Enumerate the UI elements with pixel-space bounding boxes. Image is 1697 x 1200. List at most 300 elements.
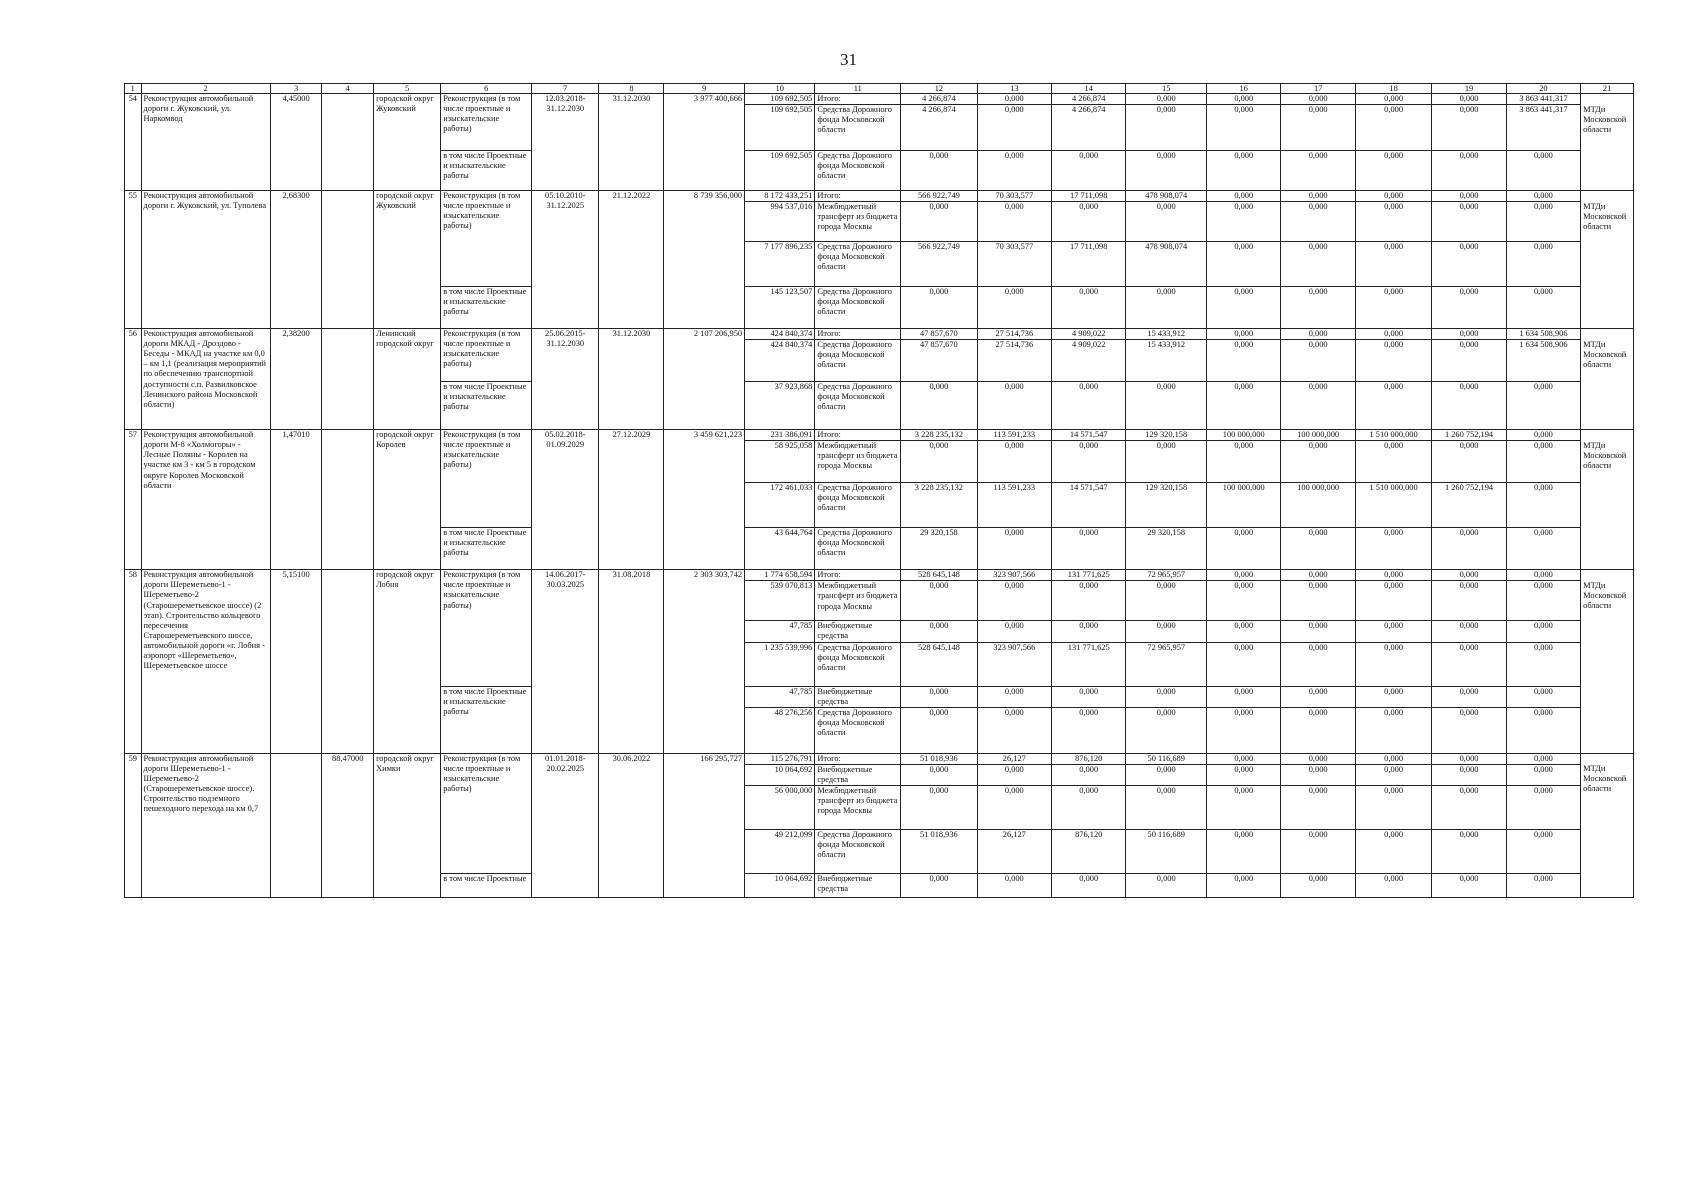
year-value-17: 0,000 [1281, 686, 1355, 707]
year-value-13: 0,000 [977, 151, 1051, 191]
year-value-15: 0,000 [1126, 707, 1207, 753]
year-value-17: 0,000 [1281, 382, 1355, 430]
year-value-14: 4 909,022 [1052, 329, 1126, 340]
financed-amount: 10 064,692 [745, 873, 815, 897]
year-value-17: 0,000 [1281, 202, 1355, 242]
column-header-8: 8 [599, 84, 664, 94]
financed-amount: 47,785 [745, 686, 815, 707]
column-header-12: 12 [901, 84, 977, 94]
total-cost: 8 739 356,000 [664, 191, 745, 329]
year-value-18: 0,000 [1355, 340, 1431, 382]
work-type: Реконструкция (в том числе проектные и изыскательские работы) [441, 430, 532, 528]
commission-date: 31.08.2018 [599, 570, 664, 753]
financed-amount: 49 212,099 [745, 829, 815, 873]
municipality: городской округ Жуковский [374, 94, 441, 191]
year-value-13: 323 907,566 [977, 570, 1051, 581]
year-value-18: 0,000 [1355, 829, 1431, 873]
year-value-19: 0,000 [1432, 642, 1506, 686]
municipality: Ленинский городской округ [374, 329, 441, 430]
year-value-20: 0,000 [1506, 528, 1580, 570]
column-header-1: 1 [125, 84, 142, 94]
year-value-20: 0,000 [1506, 785, 1580, 829]
year-value-18: 0,000 [1355, 621, 1431, 642]
year-value-13: 26,127 [977, 829, 1051, 873]
year-value-17: 0,000 [1281, 528, 1355, 570]
funding-source: Итого: [815, 94, 901, 105]
funding-source: Средства Дорожного фонда Московской области [815, 287, 901, 329]
year-value-12: 0,000 [901, 621, 977, 642]
total-cost: 3 459 621,223 [664, 430, 745, 570]
year-value-19: 0,000 [1432, 621, 1506, 642]
year-value-13: 0,000 [977, 707, 1051, 753]
object-name: Реконструкция автомобильной дороги г. Жуковский, ул. Туполева [141, 191, 270, 329]
year-value-14: 0,000 [1052, 382, 1126, 430]
year-value-13: 70 303,577 [977, 242, 1051, 287]
year-value-18: 1 510 000,000 [1355, 430, 1431, 441]
entry-number: 57 [125, 430, 142, 570]
year-value-12: 47 857,670 [901, 340, 977, 382]
year-value-15: 129 320,158 [1126, 430, 1207, 441]
object-name: Реконструкция автомобильной дороги Шереметьево-1 - Шереметьево-2 (Старошереметьевское шоссе) (2 этап). Строительство кольцевого пересечения Старошереметьевского шоссе, автомобильной дороги «г. Лобня - аэропорт «Шереметьево», Шереметьевское шоссе [141, 570, 270, 753]
year-value-18: 0,000 [1355, 287, 1431, 329]
funding-source: Итого: [815, 191, 901, 202]
funding-source: Средства Дорожного фонда Московской области [815, 105, 901, 151]
work-type: Реконструкция (в том числе проектные и изыскательские работы) [441, 191, 532, 287]
year-value-17: 0,000 [1281, 642, 1355, 686]
work-type: Реконструкция (в том числе проектные и изыскательские работы) [441, 94, 532, 151]
funding-source: Межбюджетный трансферт из бюджета города Москвы [815, 785, 901, 829]
column-header-5: 5 [374, 84, 441, 94]
year-value-20: 1 634 508,906 [1506, 340, 1580, 382]
work-type-sub: в том числе Проектные [441, 873, 532, 897]
year-value-18: 0,000 [1355, 873, 1431, 897]
table-row [125, 570, 1634, 581]
year-value-20: 0,000 [1506, 287, 1580, 329]
year-value-19: 0,000 [1432, 94, 1506, 105]
column-header-6: 6 [441, 84, 532, 94]
total-cost: 2 107 206,950 [664, 329, 745, 430]
financed-amount: 424 840,374 [745, 340, 815, 382]
year-value-14: 0,000 [1052, 785, 1126, 829]
financed-amount: 539 070,813 [745, 581, 815, 621]
financed-amount: 43 644,764 [745, 528, 815, 570]
responsible-body: МТДи Московской области [1581, 581, 1634, 753]
responsible-body: МТДи Московской области [1581, 441, 1634, 570]
year-value-12: 0,000 [901, 686, 977, 707]
year-value-13: 0,000 [977, 382, 1051, 430]
year-value-14: 876,120 [1052, 829, 1126, 873]
municipality: городской округ Химки [374, 753, 441, 897]
year-value-14: 0,000 [1052, 441, 1126, 483]
work-period: 01.01.2018-20.02.2025 [532, 753, 599, 897]
year-value-12: 0,000 [901, 707, 977, 753]
column-header-4: 4 [322, 84, 374, 94]
year-value-18: 0,000 [1355, 242, 1431, 287]
financed-amount: 8 172 433,251 [745, 191, 815, 202]
year-value-17: 0,000 [1281, 785, 1355, 829]
year-value-15: 0,000 [1126, 287, 1207, 329]
year-value-20: 0,000 [1506, 483, 1580, 528]
year-value-17: 0,000 [1281, 570, 1355, 581]
financed-amount: 10 064,692 [745, 764, 815, 785]
year-value-14: 4 266,874 [1052, 105, 1126, 151]
year-value-12: 4 266,874 [901, 94, 977, 105]
year-value-19: 0,000 [1432, 105, 1506, 151]
year-value-12: 29 320,158 [901, 528, 977, 570]
year-value-20: 3 863 441,317 [1506, 94, 1580, 105]
financed-amount: 47,785 [745, 621, 815, 642]
total-cost: 2 303 303,742 [664, 570, 745, 753]
year-value-17: 0,000 [1281, 873, 1355, 897]
column-header-13: 13 [977, 84, 1051, 94]
work-period: 12.03.2018-31.12.2030 [532, 94, 599, 191]
year-value-13: 323 907,566 [977, 642, 1051, 686]
financed-amount: 1 235 539,996 [745, 642, 815, 686]
year-value-15: 15 433,912 [1126, 329, 1207, 340]
year-value-16: 0,000 [1207, 829, 1281, 873]
column-header-10: 10 [745, 84, 815, 94]
year-value-20: 0,000 [1506, 829, 1580, 873]
capacity-km: 1,47010 [270, 430, 322, 570]
table-row [125, 191, 1634, 202]
year-value-17: 0,000 [1281, 441, 1355, 483]
year-value-17: 0,000 [1281, 105, 1355, 151]
year-value-12: 47 857,670 [901, 329, 977, 340]
year-value-15: 0,000 [1126, 382, 1207, 430]
year-value-16: 0,000 [1207, 570, 1281, 581]
capacity-other [322, 94, 374, 191]
commission-date: 30.06.2022 [599, 753, 664, 897]
year-value-20: 0,000 [1506, 686, 1580, 707]
year-value-18: 0,000 [1355, 441, 1431, 483]
year-value-14: 876,120 [1052, 753, 1126, 764]
funding-source: Итого: [815, 753, 901, 764]
financed-amount: 994 537,016 [745, 202, 815, 242]
column-header-7: 7 [532, 84, 599, 94]
year-value-19: 0,000 [1432, 329, 1506, 340]
column-header-18: 18 [1355, 84, 1431, 94]
entry-number: 56 [125, 329, 142, 430]
work-type-sub: в том числе Проектные и изыскательские работы [441, 287, 532, 329]
commission-date: 27.12.2029 [599, 430, 664, 570]
year-value-13: 27 514,736 [977, 340, 1051, 382]
entry-number: 55 [125, 191, 142, 329]
responsible-body: МТДи Московской области [1581, 764, 1634, 897]
capacity-km [270, 753, 322, 897]
year-value-15: 72 965,957 [1126, 642, 1207, 686]
funding-source: Средства Дорожного фонда Московской области [815, 382, 901, 430]
year-value-18: 0,000 [1355, 707, 1431, 753]
year-value-14: 0,000 [1052, 764, 1126, 785]
year-value-15: 0,000 [1126, 441, 1207, 483]
year-value-14: 0,000 [1052, 151, 1126, 191]
funding-source: Внебюджетные средства [815, 621, 901, 642]
capacity-other [322, 570, 374, 753]
financed-amount: 145 123,507 [745, 287, 815, 329]
year-value-19: 0,000 [1432, 707, 1506, 753]
year-value-20: 1 634 508,906 [1506, 329, 1580, 340]
year-value-19: 0,000 [1432, 151, 1506, 191]
responsible-blank-top [1581, 191, 1634, 202]
responsible-blank-top [1581, 94, 1634, 105]
year-value-20: 3 863 441,317 [1506, 105, 1580, 151]
year-value-20: 0,000 [1506, 753, 1580, 764]
funding-source: Средства Дорожного фонда Московской области [815, 642, 901, 686]
year-value-14: 17 711,098 [1052, 242, 1126, 287]
financed-amount: 48 276,256 [745, 707, 815, 753]
year-value-18: 0,000 [1355, 570, 1431, 581]
table-row [125, 94, 1634, 105]
year-value-19: 0,000 [1432, 764, 1506, 785]
year-value-16: 0,000 [1207, 151, 1281, 191]
year-value-12: 0,000 [901, 202, 977, 242]
funding-source: Средства Дорожного фонда Московской области [815, 707, 901, 753]
year-value-13: 0,000 [977, 764, 1051, 785]
work-type-sub: в том числе Проектные и изыскательские работы [441, 151, 532, 191]
year-value-19: 0,000 [1432, 785, 1506, 829]
year-value-18: 0,000 [1355, 94, 1431, 105]
year-value-15: 0,000 [1126, 105, 1207, 151]
year-value-15: 29 320,158 [1126, 528, 1207, 570]
year-value-16: 0,000 [1207, 707, 1281, 753]
work-period: 14.06.2017-30.03.2025 [532, 570, 599, 753]
year-value-17: 0,000 [1281, 581, 1355, 621]
year-value-14: 0,000 [1052, 707, 1126, 753]
financed-amount: 109 692,505 [745, 105, 815, 151]
year-value-15: 129 320,158 [1126, 483, 1207, 528]
year-value-19: 0,000 [1432, 686, 1506, 707]
year-value-13: 0,000 [977, 202, 1051, 242]
object-name: Реконструкция автомобильной дороги М-8 «Холмогоры» - Лесные Поляны - Королев на участке км 3 - км 5 в городском округе Королев Московской области [141, 430, 270, 570]
municipality: городской округ Королев [374, 430, 441, 570]
financed-amount: 37 923,868 [745, 382, 815, 430]
year-value-15: 50 116,689 [1126, 829, 1207, 873]
year-value-13: 26,127 [977, 753, 1051, 764]
year-value-20: 0,000 [1506, 581, 1580, 621]
year-value-17: 0,000 [1281, 829, 1355, 873]
column-header-14: 14 [1052, 84, 1126, 94]
year-value-17: 0,000 [1281, 753, 1355, 764]
financing-table [124, 83, 1634, 898]
year-value-16: 0,000 [1207, 873, 1281, 897]
funding-source: Средства Дорожного фонда Московской области [815, 340, 901, 382]
year-value-12: 4 266,874 [901, 105, 977, 151]
funding-source: Средства Дорожного фонда Московской области [815, 528, 901, 570]
year-value-13: 0,000 [977, 686, 1051, 707]
funding-source: Внебюджетные средства [815, 873, 901, 897]
responsible-blank-top [1581, 430, 1634, 441]
year-value-17: 0,000 [1281, 191, 1355, 202]
entry-number: 58 [125, 570, 142, 753]
year-value-17: 0,000 [1281, 94, 1355, 105]
column-header-21: 21 [1581, 84, 1634, 94]
column-header-19: 19 [1432, 84, 1506, 94]
year-value-20: 0,000 [1506, 570, 1580, 581]
page-number: 31 [840, 50, 857, 69]
year-value-15: 0,000 [1126, 785, 1207, 829]
year-value-16: 0,000 [1207, 785, 1281, 829]
year-value-14: 17 711,098 [1052, 191, 1126, 202]
funding-source: Межбюджетный трансферт из бюджета города Москвы [815, 581, 901, 621]
year-value-15: 0,000 [1126, 94, 1207, 105]
entry-number: 54 [125, 94, 142, 191]
financed-amount: 56 000,000 [745, 785, 815, 829]
year-value-16: 0,000 [1207, 528, 1281, 570]
year-value-18: 0,000 [1355, 151, 1431, 191]
year-value-14: 4 266,874 [1052, 94, 1126, 105]
year-value-16: 0,000 [1207, 753, 1281, 764]
year-value-12: 3 228 235,132 [901, 483, 977, 528]
year-value-18: 0,000 [1355, 686, 1431, 707]
year-value-20: 0,000 [1506, 191, 1580, 202]
column-header-15: 15 [1126, 84, 1207, 94]
financed-amount: 7 177 896,235 [745, 242, 815, 287]
year-value-14: 0,000 [1052, 202, 1126, 242]
financed-amount: 115 276,791 [745, 753, 815, 764]
year-value-14: 14 571,547 [1052, 483, 1126, 528]
municipality: городской округ Жуковский [374, 191, 441, 329]
work-period: 05.02.2018-01.09.2029 [532, 430, 599, 570]
funding-source: Итого: [815, 570, 901, 581]
column-header-20: 20 [1506, 84, 1580, 94]
capacity-other: 88,47000 [322, 753, 374, 897]
capacity-km: 4,45000 [270, 94, 322, 191]
funding-source: Межбюджетный трансферт из бюджета города Москвы [815, 441, 901, 483]
funding-source: Итого: [815, 329, 901, 340]
year-value-19: 0,000 [1432, 829, 1506, 873]
year-value-15: 0,000 [1126, 764, 1207, 785]
year-value-16: 0,000 [1207, 105, 1281, 151]
year-value-16: 0,000 [1207, 686, 1281, 707]
year-value-15: 15 433,912 [1126, 340, 1207, 382]
year-value-12: 566 922,749 [901, 242, 977, 287]
year-value-20: 0,000 [1506, 642, 1580, 686]
year-value-16: 0,000 [1207, 581, 1281, 621]
year-value-16: 100 000,000 [1207, 483, 1281, 528]
year-value-20: 0,000 [1506, 621, 1580, 642]
year-value-16: 0,000 [1207, 642, 1281, 686]
year-value-16: 0,000 [1207, 340, 1281, 382]
funding-source: Средства Дорожного фонда Московской области [815, 829, 901, 873]
column-header-2: 2 [141, 84, 270, 94]
table-row [125, 753, 1634, 764]
year-value-18: 0,000 [1355, 105, 1431, 151]
year-value-19: 0,000 [1432, 340, 1506, 382]
funding-source: Итого: [815, 430, 901, 441]
year-value-12: 0,000 [901, 151, 977, 191]
work-period: 25.06.2015-31.12.2030 [532, 329, 599, 430]
year-value-18: 0,000 [1355, 382, 1431, 430]
year-value-14: 0,000 [1052, 287, 1126, 329]
year-value-13: 0,000 [977, 528, 1051, 570]
commission-date: 31.12.2030 [599, 329, 664, 430]
year-value-20: 0,000 [1506, 707, 1580, 753]
year-value-17: 100 000,000 [1281, 430, 1355, 441]
total-cost: 3 977 400,666 [664, 94, 745, 191]
year-value-12: 0,000 [901, 873, 977, 897]
year-value-17: 100 000,000 [1281, 483, 1355, 528]
financed-amount: 424 840,374 [745, 329, 815, 340]
year-value-19: 0,000 [1432, 528, 1506, 570]
year-value-20: 0,000 [1506, 202, 1580, 242]
year-value-14: 4 909,022 [1052, 340, 1126, 382]
year-value-16: 0,000 [1207, 202, 1281, 242]
year-value-12: 528 645,148 [901, 642, 977, 686]
year-value-13: 113 591,233 [977, 430, 1051, 441]
year-value-13: 0,000 [977, 785, 1051, 829]
responsible-body: МТДи Московской области [1581, 340, 1634, 430]
year-value-13: 113 591,233 [977, 483, 1051, 528]
year-value-14: 131 771,625 [1052, 570, 1126, 581]
year-value-12: 3 228 235,132 [901, 430, 977, 441]
year-value-20: 0,000 [1506, 764, 1580, 785]
column-header-16: 16 [1207, 84, 1281, 94]
year-value-17: 0,000 [1281, 707, 1355, 753]
year-value-17: 0,000 [1281, 287, 1355, 329]
work-type-sub: в том числе Проектные и изыскательские работы [441, 382, 532, 430]
funding-source: Средства Дорожного фонда Московской области [815, 483, 901, 528]
year-value-17: 0,000 [1281, 329, 1355, 340]
year-value-15: 50 116,689 [1126, 753, 1207, 764]
year-value-15: 0,000 [1126, 581, 1207, 621]
financed-amount: 58 925,058 [745, 441, 815, 483]
year-value-19: 0,000 [1432, 242, 1506, 287]
year-value-13: 0,000 [977, 94, 1051, 105]
funding-source: Средства Дорожного фонда Московской области [815, 151, 901, 191]
year-value-20: 0,000 [1506, 873, 1580, 897]
year-value-16: 0,000 [1207, 287, 1281, 329]
year-value-18: 0,000 [1355, 528, 1431, 570]
commission-date: 21.12.2022 [599, 191, 664, 329]
year-value-13: 0,000 [977, 621, 1051, 642]
year-value-18: 1 510 000,000 [1355, 483, 1431, 528]
responsible-blank-top [1581, 753, 1634, 764]
year-value-14: 0,000 [1052, 621, 1126, 642]
capacity-km: 2,68300 [270, 191, 322, 329]
year-value-19: 1 260 752,194 [1432, 430, 1506, 441]
year-value-19: 1 260 752,194 [1432, 483, 1506, 528]
year-value-12: 0,000 [901, 581, 977, 621]
work-type: Реконструкция (в том числе проектные и изыскательские работы) [441, 570, 532, 686]
year-value-19: 0,000 [1432, 202, 1506, 242]
work-type-sub: в том числе Проектные и изыскательские работы [441, 686, 532, 753]
object-name: Реконструкция автомобильной дороги МКАД - Дроздово - Беседы - МКАД на участке км 0,0 – км 1,1 (реализация мероприятий по обеспечению транспортной доступности с.п. Развилковское Ленинского района Московской области) [141, 329, 270, 430]
funding-source: Внебюджетные средства [815, 764, 901, 785]
year-value-16: 100 000,000 [1207, 430, 1281, 441]
year-value-18: 0,000 [1355, 785, 1431, 829]
year-value-16: 0,000 [1207, 191, 1281, 202]
year-value-16: 0,000 [1207, 441, 1281, 483]
work-type: Реконструкция (в том числе проектные и изыскательские работы) [441, 753, 532, 873]
year-value-20: 0,000 [1506, 382, 1580, 430]
work-type: Реконструкция (в том числе проектные и изыскательские работы) [441, 329, 532, 382]
year-value-12: 528 645,148 [901, 570, 977, 581]
financed-amount: 109 692,505 [745, 151, 815, 191]
column-header-3: 3 [270, 84, 322, 94]
year-value-19: 0,000 [1432, 191, 1506, 202]
capacity-other [322, 329, 374, 430]
municipality: городской округ Лобня [374, 570, 441, 753]
year-value-16: 0,000 [1207, 94, 1281, 105]
year-value-13: 0,000 [977, 873, 1051, 897]
capacity-other [322, 430, 374, 570]
year-value-13: 0,000 [977, 105, 1051, 151]
year-value-15: 478 908,074 [1126, 242, 1207, 287]
year-value-19: 0,000 [1432, 753, 1506, 764]
funding-source: Межбюджетный трансферт из бюджета города Москвы [815, 202, 901, 242]
year-value-16: 0,000 [1207, 329, 1281, 340]
year-value-19: 0,000 [1432, 287, 1506, 329]
